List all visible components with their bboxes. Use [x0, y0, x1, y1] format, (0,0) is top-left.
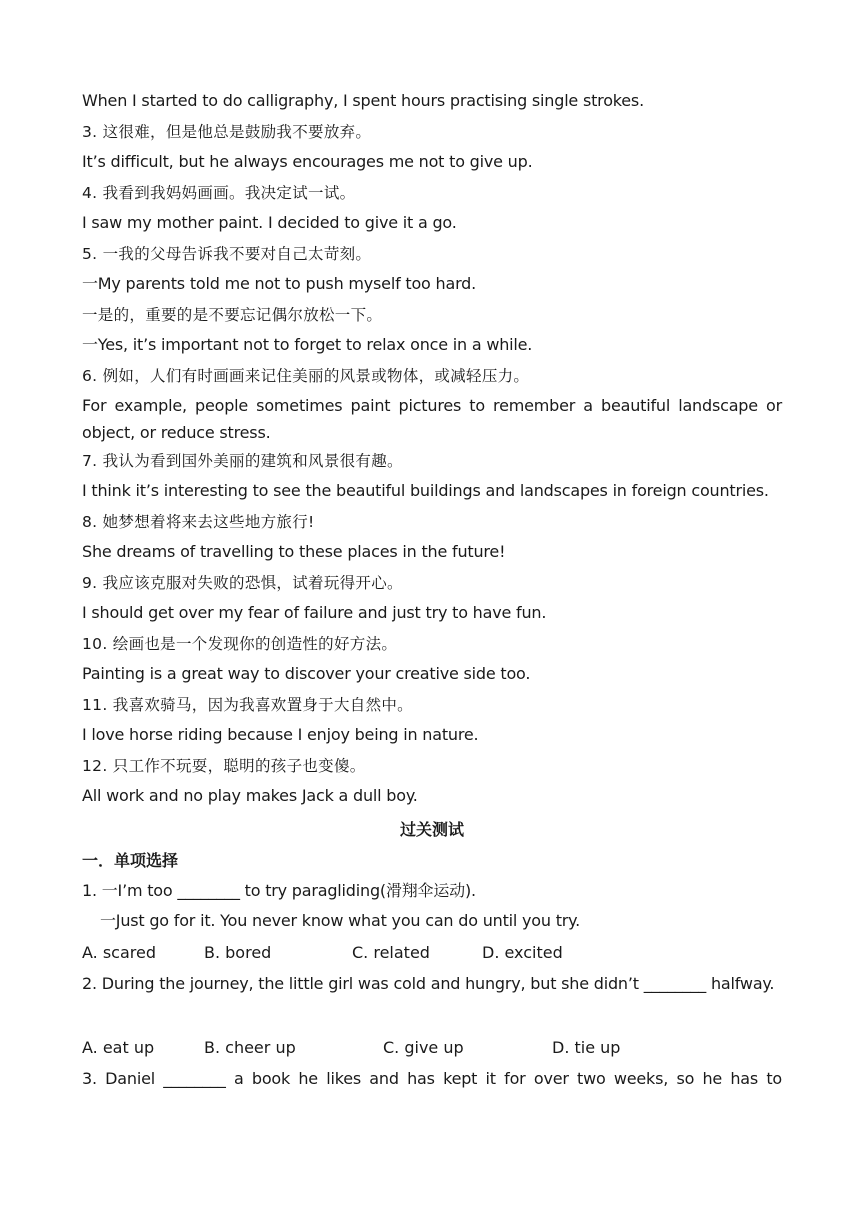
question [82, 1064, 782, 1095]
text-line: All work and no play makes Jack a dull boy. [82, 786, 418, 805]
answer-options [82, 937, 782, 969]
question [82, 876, 782, 969]
text-line: 6. 例如，人们有时画画来记住美丽的风景或物体，或减轻压力。 [82, 366, 530, 385]
text-line: When I started to do calligraphy, I spent hours practising single strokes. [82, 91, 644, 110]
option-b[interactable]: B. cheer up [204, 1038, 296, 1057]
option-d[interactable]: D. tie up [552, 1038, 621, 1057]
option-c[interactable]: C. related [352, 942, 430, 962]
text-line: 12. 只工作不玩耍，聪明的孩子也变傻。 [82, 756, 366, 775]
text-line: I love horse riding because I enjoy being in nature. [82, 725, 479, 744]
question [82, 969, 782, 1065]
document-page [82, 86, 782, 1095]
question-stem-reply: 一Just go for it. You never know what you can do until you try. [100, 911, 581, 930]
text-line: 5. 一我的父母告诉我不要对自己太苛刻。 [82, 244, 372, 263]
blank-space [82, 999, 782, 1032]
text-line: 10. 绘画也是一个发现你的创造性的好方法。 [82, 634, 398, 653]
text-line: 一Yes, it’s important not to forget to relax once in a while. [82, 335, 533, 354]
option-a[interactable]: A. eat up [82, 1038, 155, 1057]
section-title: 一．单项选择 [82, 850, 179, 870]
option-a[interactable]: A. scared [82, 942, 156, 962]
text-line: It’s difficult, but he always encourages me not to give up. [82, 152, 533, 171]
text-line: 4. 我看到我妈妈画画。我决定试一试。 [82, 183, 356, 202]
option-c[interactable]: C. give up [383, 1038, 464, 1057]
text-line: She dreams of travelling to these places in the future! [82, 542, 506, 561]
text-line: 7. 我认为看到国外美丽的建筑和风景很有趣。 [82, 451, 403, 470]
question-stem: 2. During the journey, the little girl was cold and hungry, but she didn’t ________ halfway. [82, 973, 775, 993]
translation-lines [82, 86, 782, 812]
text-line: Painting is a great way to discover your creative side too. [82, 664, 531, 683]
option-d[interactable]: D. excited [482, 942, 563, 962]
text-line: object, or reduce stress. [82, 422, 271, 442]
text-line: 9. 我应该克服对失败的恐惧，试着玩得开心。 [82, 573, 403, 592]
text-line: I saw my mother paint. I decided to give it a go. [82, 213, 457, 232]
text-line: 一My parents told me not to push myself too hard. [82, 274, 477, 293]
text-line: I think it’s interesting to see the beautiful buildings and landscapes in foreign countries. [82, 481, 769, 500]
question-stem: 3. Daniel ________ a book he likes and has kept it for over two weeks, so he has to [82, 1069, 782, 1088]
answer-options [82, 1032, 782, 1064]
question-stem: 1. 一I’m too ________ to try paragliding(滑翔伞运动). [82, 880, 476, 900]
text-line: For example, people sometimes paint pictures to remember a beautiful landscape or [82, 396, 782, 415]
text-line: 一是的，重要的是不要忘记偶尔放松一下。 [82, 305, 383, 324]
test-title: 过关测试 [399, 819, 464, 839]
text-line: 3. 这很难，但是他总是鼓励我不要放弃。 [82, 122, 372, 141]
text-line: 8. 她梦想着将来去这些地方旅行! [82, 512, 315, 531]
text-line: I should get over my fear of failure and just try to have fun. [82, 603, 547, 622]
text-line: 11. 我喜欢骑马，因为我喜欢置身于大自然中。 [82, 695, 413, 714]
option-b[interactable]: B. bored [204, 942, 272, 962]
